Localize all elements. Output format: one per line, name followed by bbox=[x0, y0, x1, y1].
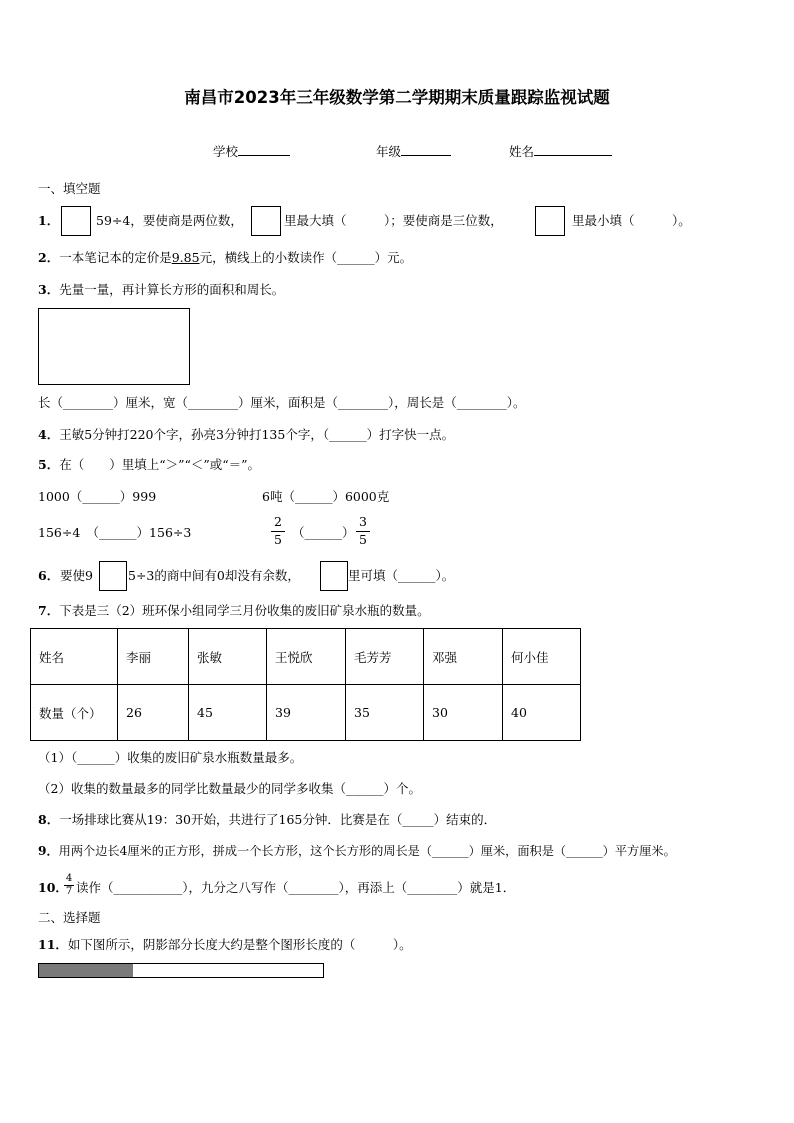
q11-number: 11． bbox=[38, 937, 68, 952]
table-row bbox=[31, 685, 581, 741]
school-field bbox=[213, 143, 290, 159]
q10-number: 10． bbox=[38, 880, 68, 895]
q11-line bbox=[38, 939, 412, 952]
q4-text: 王敏5分钟打220个字，孙亮3分钟打135个字，（______）打字快一点。 bbox=[59, 427, 455, 442]
table-header-cell: 张敏 bbox=[189, 629, 267, 685]
grade-label: 年级 bbox=[376, 144, 402, 159]
q5-number: 5． bbox=[38, 457, 60, 472]
q9-number: 9． bbox=[38, 844, 59, 858]
q5-compare-3[interactable]: 156÷4 （______）156÷3 bbox=[38, 525, 192, 540]
q11-shaded-part bbox=[39, 964, 133, 977]
q6-text-c: 里可填（______）。 bbox=[348, 568, 455, 583]
q5-frac-right-den: 5 bbox=[359, 531, 367, 547]
q7-sub1[interactable]: （1）（______）收集的废旧矿泉水瓶数量最多。 bbox=[38, 750, 303, 765]
q5-compare-4[interactable]: （______） bbox=[292, 525, 355, 540]
q2-line bbox=[38, 252, 412, 265]
q8-number: 8． bbox=[38, 812, 60, 827]
name-field bbox=[509, 143, 612, 159]
q7-text: 下表是三（2）班环保小组同学三月份收集的废旧矿泉水瓶的数量。 bbox=[59, 603, 430, 618]
school-blank[interactable] bbox=[238, 143, 290, 156]
q5-compare-1[interactable]: 1000（______）999 bbox=[38, 489, 157, 504]
q11-length-bar bbox=[38, 963, 324, 978]
q5-frac-left-den: 5 bbox=[274, 531, 282, 547]
table-header-cell: 毛芳芳 bbox=[346, 629, 424, 685]
grade-blank[interactable] bbox=[401, 143, 451, 156]
q1-text-c: 里最小填（ ）。 bbox=[572, 213, 691, 228]
q6-number: 6． bbox=[38, 568, 60, 583]
q4-line bbox=[38, 429, 454, 442]
q1-answer-box-2[interactable] bbox=[251, 206, 281, 236]
table-header-cell: 王悦欣 bbox=[267, 629, 346, 685]
table-header-cell: 何小佳 bbox=[503, 629, 581, 685]
q8-line bbox=[38, 814, 496, 827]
table-cell: 30 bbox=[424, 685, 503, 741]
q3-rectangle bbox=[38, 308, 190, 385]
q10-text[interactable]: 读作（___________），九分之八写作（________），再添上（________）就是1． bbox=[76, 880, 516, 895]
q5-frac-left-num: 2 bbox=[274, 514, 282, 529]
table-row bbox=[31, 629, 581, 685]
q11-text[interactable]: 如下图所示，阴影部分长度大约是整个图形长度的（ ）。 bbox=[67, 937, 412, 952]
q3-line bbox=[38, 284, 284, 297]
q3-answer[interactable]: 长（________）厘米，宽（________）厘米，面积是（________），周长是（________）。 bbox=[38, 395, 526, 410]
q2-text-a: 一本笔记本的定价是 bbox=[59, 250, 172, 265]
section-heading-fill: 一、填空题 bbox=[38, 181, 101, 196]
q4-number: 4． bbox=[38, 427, 60, 442]
school-label: 学校 bbox=[213, 144, 239, 159]
q1-text-b: 里最大填（ ）；要使商是三位数， bbox=[284, 213, 503, 228]
q3-number: 3． bbox=[38, 282, 60, 297]
q2-price: 9.85 bbox=[171, 250, 200, 265]
q1-answer-box-3[interactable] bbox=[535, 206, 565, 236]
q9-text[interactable]: 用两个边长4厘米的正方形，拼成一个长方形，这个长方形的周长是（______）厘米，面积是（______）平方厘米。 bbox=[58, 844, 676, 858]
q7-line bbox=[38, 605, 430, 618]
grade-field bbox=[376, 143, 451, 159]
table-cell: 35 bbox=[346, 685, 424, 741]
exam-title: 南昌市2023年三年级数学第二学期期末质量跟踪监视试题 bbox=[184, 88, 610, 107]
q7-number: 7． bbox=[38, 603, 60, 618]
q10-fraction bbox=[64, 874, 74, 897]
q5-fraction-left bbox=[271, 516, 285, 546]
q5-text: 在（ ）里填上“＞”“＜”或“＝”。 bbox=[59, 457, 261, 472]
q5-line bbox=[38, 459, 260, 472]
table-cell: 40 bbox=[503, 685, 581, 741]
q2-text-b: 元，横线上的小数读作（______）元。 bbox=[199, 250, 413, 265]
q10-frac-num: 4 bbox=[65, 873, 73, 884]
q5-compare-2[interactable]: 6吨（______）6000克 bbox=[262, 489, 390, 504]
name-label: 姓名 bbox=[509, 144, 535, 159]
q10-frac-den: 7 bbox=[65, 886, 73, 897]
q6-text-a: 要使9 bbox=[60, 568, 93, 583]
q7-sub2[interactable]: （2）收集的数量最多的同学比数量最少的同学多收集（______）个。 bbox=[38, 781, 421, 796]
q6-text-b: 5÷3的商中间有0却没有余数， bbox=[128, 568, 300, 583]
q1-text-a: 59÷4，要使商是两位数， bbox=[96, 213, 243, 228]
q6-answer-box-2[interactable] bbox=[320, 561, 348, 591]
table-header-cell: 李丽 bbox=[118, 629, 189, 685]
q1-answer-box-1[interactable] bbox=[61, 206, 91, 236]
q1-number: 1． bbox=[38, 213, 60, 228]
q8-text[interactable]: 一场排球比赛从19：30开始，共进行了165分钟．比赛是在（_____）结束的． bbox=[59, 812, 497, 827]
q3-text: 先量一量，再计算长方形的面积和周长。 bbox=[59, 282, 285, 297]
bottle-table bbox=[30, 628, 581, 741]
q2-number: 2． bbox=[38, 250, 60, 265]
table-cell: 数量（个） bbox=[31, 685, 118, 741]
q6-answer-box-1[interactable] bbox=[99, 561, 127, 591]
name-blank[interactable] bbox=[534, 143, 612, 156]
q5-frac-right-num: 3 bbox=[359, 514, 367, 529]
q9-line bbox=[38, 845, 676, 857]
table-cell: 39 bbox=[267, 685, 346, 741]
table-header-cell: 姓名 bbox=[31, 629, 118, 685]
q5-fraction-right bbox=[356, 516, 370, 546]
section-heading-choice: 二、选择题 bbox=[38, 910, 101, 925]
table-header-cell: 邓强 bbox=[424, 629, 503, 685]
table-cell: 26 bbox=[118, 685, 189, 741]
table-cell: 45 bbox=[189, 685, 267, 741]
